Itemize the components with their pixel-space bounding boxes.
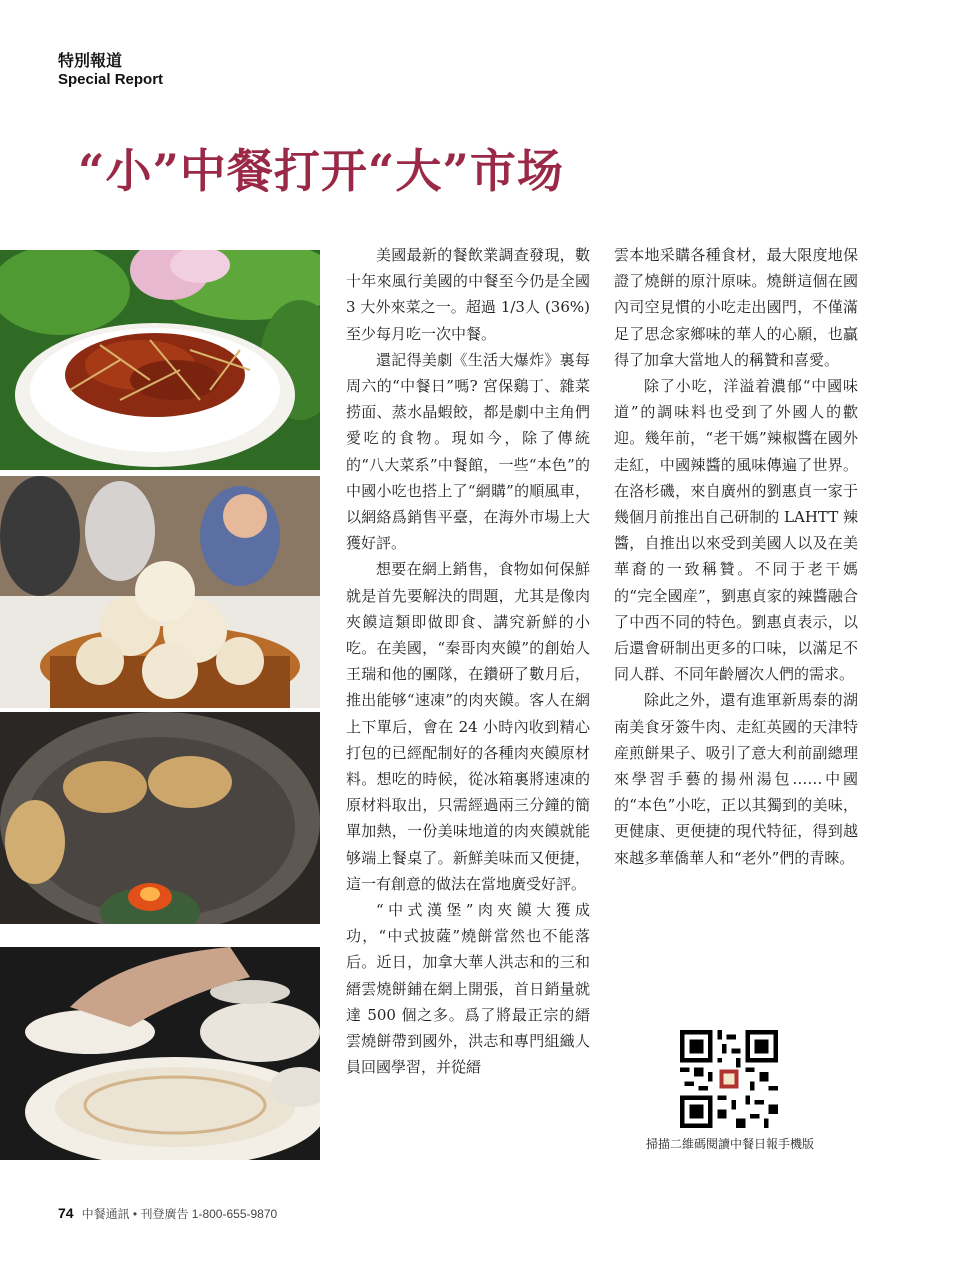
paragraph: 美國最新的餐飲業調查發現，數十年來風行美國的中餐至今仍是全國 3 大外來菜之一。超過 1/3人 (36%) 至少每月吃一次中餐。 bbox=[346, 246, 590, 343]
section-label bbox=[58, 51, 163, 89]
photo-steamed-buns bbox=[0, 476, 320, 708]
paragraph: “中式漢堡”肉夾饃大獲成功，“中式披薩”燒餅當然也不能落后。近日，加拿大華人洪志和的三和縉雲燒餅鋪在網上開張，首日銷量就達 500 個之多。爲了將最正宗的縉雲燒餅帶到國外，洪志和專門組織人員回國學習，并從縉 bbox=[346, 901, 590, 1077]
section-label-en: Special Report bbox=[58, 71, 164, 88]
photo-dough-discs bbox=[0, 947, 320, 1160]
article-column-1 bbox=[346, 242, 590, 1081]
paragraph: 雲本地采購各種食材，最大限度地保證了燒餅的原汁原味。燒餅這個在國內司空見慣的小吃走出國門，不僅滿足了思念家鄉味的華人的心願，也贏得了加拿大當地人的稱贊和喜愛。 bbox=[614, 246, 858, 369]
page-footer bbox=[58, 1205, 277, 1222]
paragraph: 想要在網上銷售，食物如何保鮮就是首先要解決的問題，尤其是像肉夾饃這類即做即食、講究新鮮的小吃。在美國，“秦哥肉夾饃”的創始人王瑞和他的團隊，在鑽研了數月后，推出能够“速凍”的肉夾饃。客人在網上下單后，會在 24 小時內收到精心打包的已經配制好的各種肉夾饃原材料。想吃的時候，從冰箱裏將速凍的原材料取出，只需經過兩三分鐘的簡單加熱，一份美味地道的肉夾饃就能够端上餐桌了。新鮮美味而又便捷，這一有創意的做法在當地廣受好評。 bbox=[346, 560, 590, 893]
photo-oven-flatbreads bbox=[0, 712, 320, 924]
qr-code bbox=[680, 1030, 778, 1128]
page-number: 74 bbox=[58, 1205, 74, 1221]
paragraph: 除此之外，還有進軍新馬泰的湖南美食牙簽牛肉、走紅英國的天津特産煎餅果子、吸引了意大利前副總理來學習手藝的揚州湯包……中國的“本色”小吃，正以其獨到的美味，更健康、更便捷的現代特征，得到越來越多華僑華人和“老外”們的青睞。 bbox=[614, 691, 858, 867]
paragraph: 除了小吃，洋溢着濃郁“中國味道”的調味料也受到了外國人的歡迎。幾年前，“老干媽”辣椒醬在國外走紅，中國辣醬的風味傳遍了世界。在洛杉磯，來自廣州的劉惠貞一家于幾個月前推出自己研制的 LAHTT 辣醬，自推出以來受到美國人以及在美華裔的一致稱贊。不同于老干媽的“完全國産”，劉惠貞家的辣醬融合了中西不同的特色。劉惠貞表示，以后還會研制出更多的口味，以滿足不同人群、不同年齡層次人們的需求。 bbox=[614, 377, 858, 684]
article-headline: “小”中餐打开“大”市场 bbox=[78, 144, 564, 198]
article-column-2 bbox=[614, 242, 858, 871]
qr-caption: 掃描二維碼閱讀中餐日報手機版 bbox=[645, 1137, 814, 1151]
paragraph: 還記得美劇《生活大爆炸》裏每周六的“中餐日”嗎? 宮保鷄丁、雜菜捞面、蒸水晶蝦餃，都是劇中主角們愛吃的食物。現如今，除了傳統的“八大菜系”中餐館，一些“本色”的中國小吃也搭上了“網購”的順風車，以網絡爲銷售平臺，在海外市場上大獲好評。 bbox=[346, 350, 590, 553]
qr-code-icon bbox=[680, 1030, 778, 1128]
photo-toothpick-beef bbox=[0, 250, 320, 470]
footer-text: 中餐通訊 • 刊登廣告 1-800-655-9870 bbox=[81, 1207, 278, 1221]
section-label-cn: 特別報道 bbox=[58, 51, 123, 70]
